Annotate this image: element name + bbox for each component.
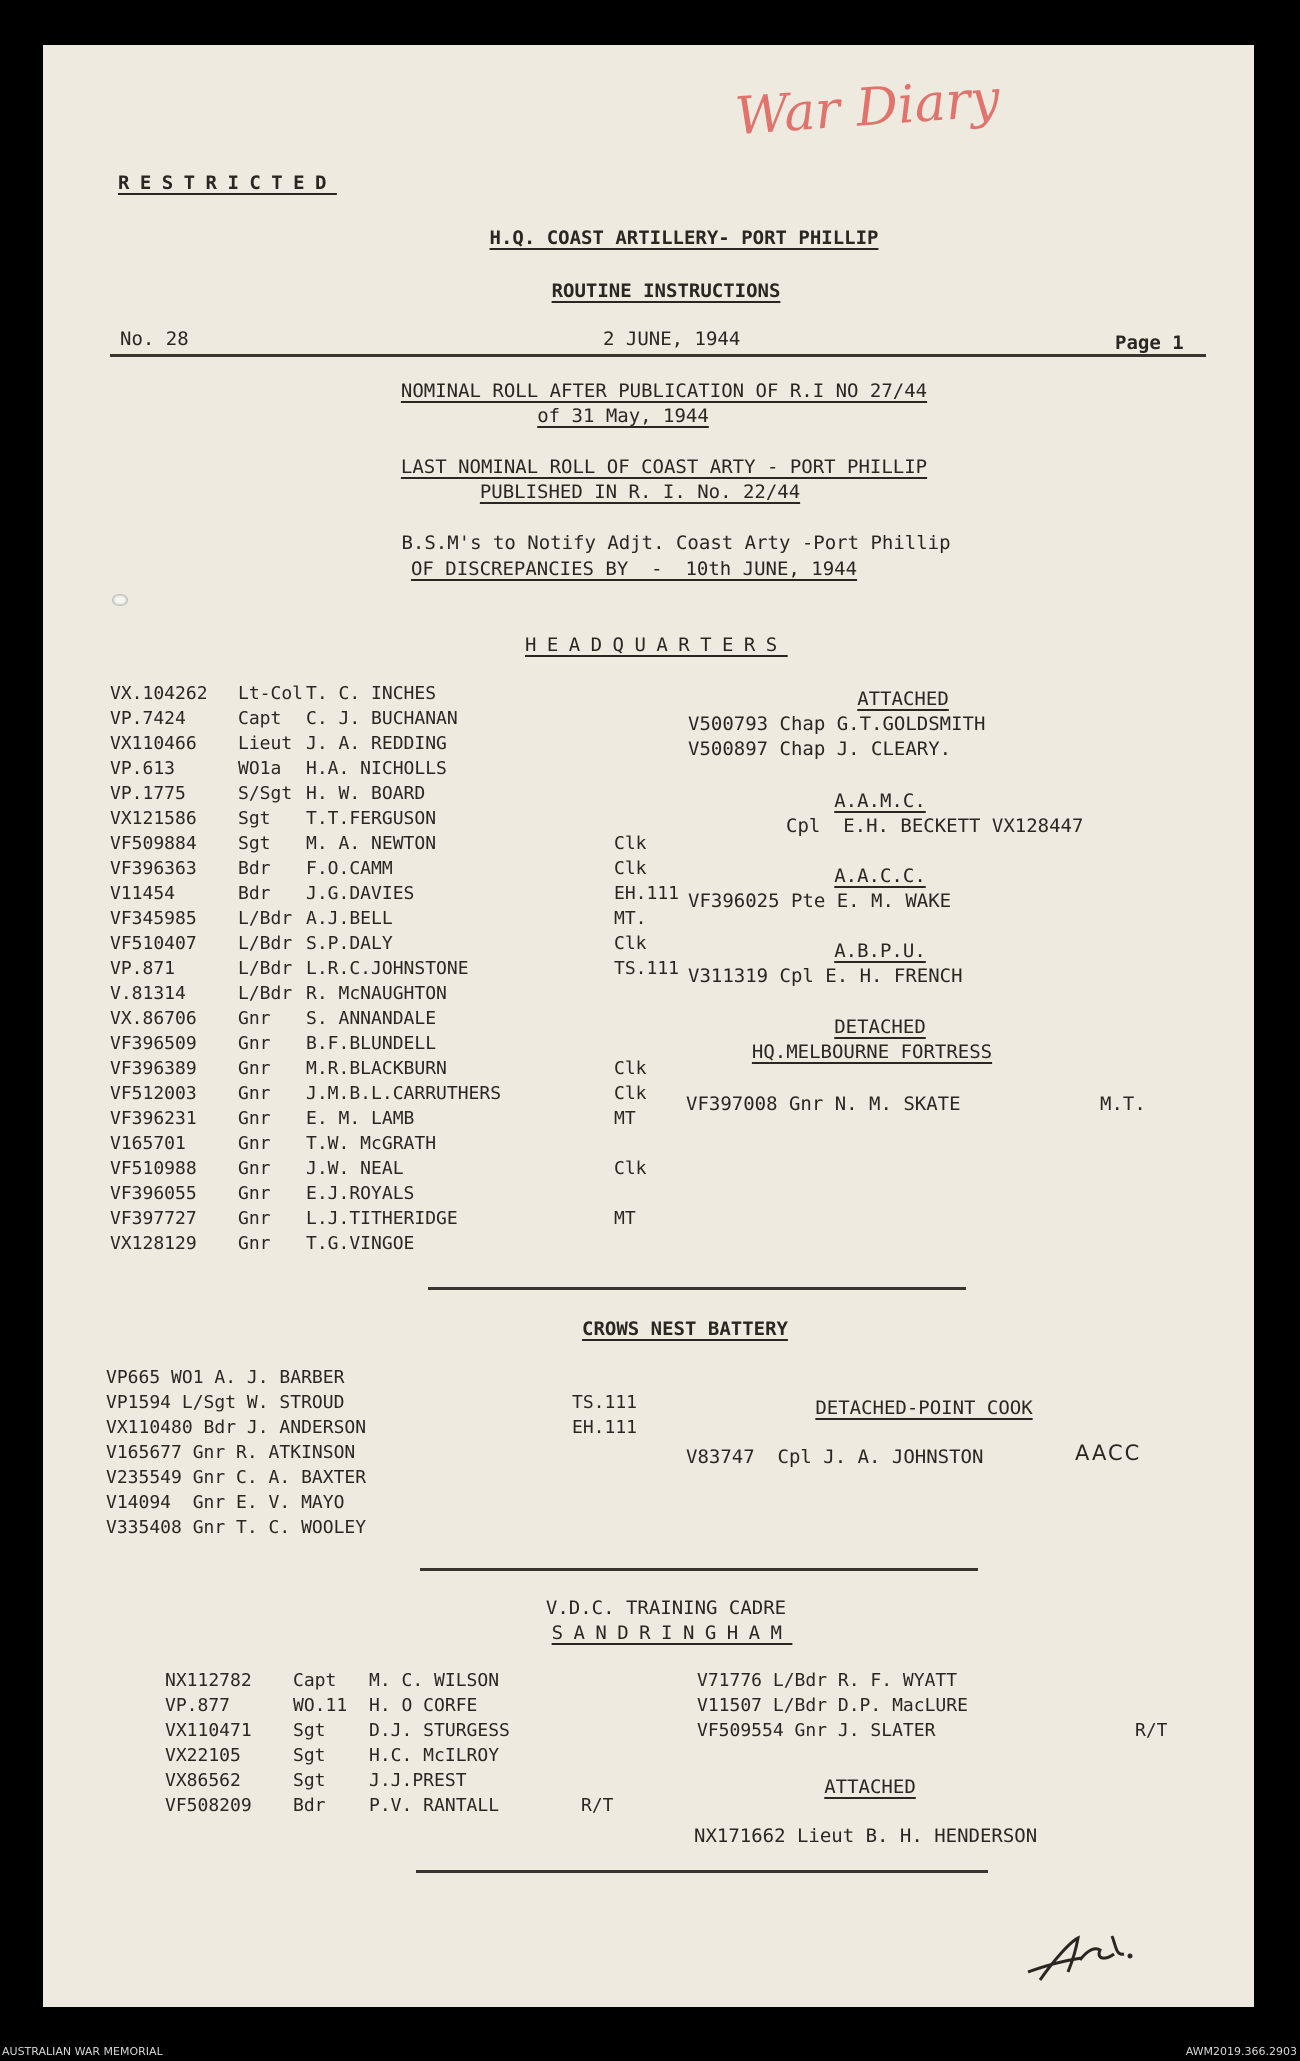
list-item: VF396025 Pte E. M. WAKE xyxy=(688,890,952,912)
classification-restricted: RESTRICTED xyxy=(118,172,337,194)
instruction-number: No. 28 xyxy=(120,328,189,350)
note-last-roll-line1: LAST NOMINAL ROLL OF COAST ARTY - PORT PHILLIP xyxy=(400,456,928,478)
handwritten-initials-signature xyxy=(1020,1920,1140,1990)
section-sandringham-title: SANDRINGHAM xyxy=(551,1622,793,1644)
list-item: Cpl E.H. BECKETT VX128447 xyxy=(786,815,1084,837)
aacc-heading: A.A.C.C. xyxy=(834,865,926,887)
detached-note: M.T. xyxy=(1100,1093,1146,1115)
note-last-roll-line2: PUBLISHED IN R. I. No. 22/44 xyxy=(479,481,801,503)
header-rule xyxy=(110,354,1206,357)
page-number: Page 1 xyxy=(1115,332,1184,354)
note-bsm-notify-line1: B.S.M's to Notify Adjt. Coast Arty -Port Phillip xyxy=(401,532,951,554)
list-item: VF397008 Gnr N. M. SKATE xyxy=(686,1093,961,1115)
attached-heading: ATTACHED xyxy=(857,688,949,710)
list-item: V500793 Chap G.T.GOLDSMITH xyxy=(688,713,986,735)
header-routine-instructions: ROUTINE INSTRUCTIONS xyxy=(551,280,781,302)
section-divider xyxy=(428,1287,966,1290)
list-item: NX171662 Lieut B. H. HENDERSON xyxy=(694,1825,1038,1847)
section-headquarters-title: HEADQUARTERS xyxy=(525,634,788,656)
detached-heading: DETACHED xyxy=(834,1016,926,1038)
detached-point-cook-heading: DETACHED-POINT COOK xyxy=(815,1397,1033,1419)
footer-archive-name: AUSTRALIAN WAR MEMORIAL xyxy=(2,2045,163,2058)
handwritten-war-diary-note: War Diary xyxy=(733,68,1002,148)
punch-hole xyxy=(112,594,128,606)
footer-accession-number: AWM2019.366.2903 xyxy=(1185,2045,1297,2058)
abpu-heading: A.B.P.U. xyxy=(834,940,926,962)
vdc-attached-heading: ATTACHED xyxy=(824,1776,916,1798)
note-bsm-notify-line2: OF DISCREPANCIES BY - 10th JUNE, 1944 xyxy=(410,558,858,580)
section-divider xyxy=(420,1568,978,1571)
list-item: V83747 Cpl J. A. JOHNSTON xyxy=(686,1446,984,1468)
aamc-heading: A.A.M.C. xyxy=(834,790,926,812)
list-item: V500897 Chap J. CLEARY. xyxy=(688,738,952,760)
section-crows-nest-title: CROWS NEST BATTERY xyxy=(582,1318,788,1340)
section-vdc-title: V.D.C. TRAINING CADRE xyxy=(545,1597,787,1619)
instruction-date: 2 JUNE, 1944 xyxy=(603,328,741,350)
note-nominal-roll-line2: of 31 May, 1944 xyxy=(537,405,709,427)
list-item: V311319 Cpl E. H. FRENCH xyxy=(688,965,963,987)
note-nominal-roll-line1: NOMINAL ROLL AFTER PUBLICATION OF R.I NO 27/44 xyxy=(400,380,928,402)
header-unit-title: H.Q. COAST ARTILLERY- PORT PHILLIP xyxy=(489,227,879,249)
detached-location-heading: HQ.MELBOURNE FORTRESS xyxy=(751,1041,993,1063)
section-divider xyxy=(416,1870,988,1873)
detached-note-aacc: AACC xyxy=(1075,1441,1142,1465)
